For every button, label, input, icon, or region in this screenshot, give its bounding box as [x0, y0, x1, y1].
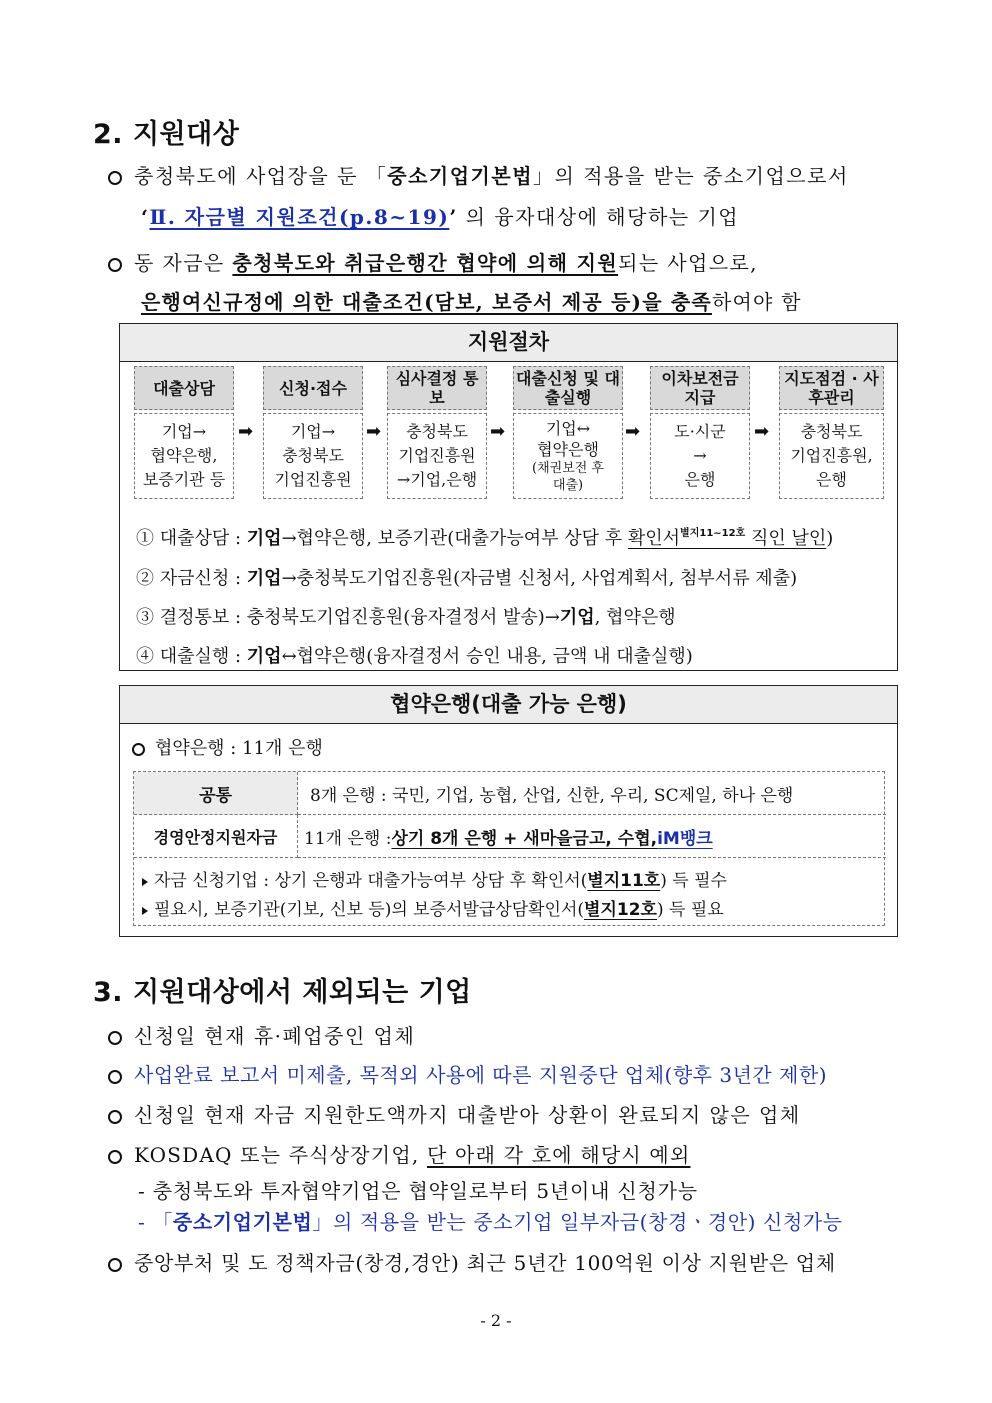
bullet-item-continued: [141, 201, 739, 230]
emphasis: 은행여신규정에 의한 대출조건(담보, 보증서 제공 등)을 충족: [141, 290, 712, 314]
step-desc: 기업→ 협약은행, 보증기관 등: [134, 413, 234, 499]
arrow-right-icon: ➡: [625, 421, 641, 442]
support-conditions-link[interactable]: Ⅱ. 자금별 지원조건(p.8~19): [149, 205, 450, 229]
circle-bullet-icon: [132, 743, 145, 756]
step-desc: 충청북도 기업진흥원, 은행: [779, 413, 884, 499]
law-name: 중소기업기본법: [387, 164, 534, 188]
triangle-bullet-icon: [142, 907, 148, 915]
text: 의 융자대상에 해당하는 기업: [457, 205, 740, 229]
quote-mark: ‘: [141, 205, 150, 229]
banks-table: [133, 771, 885, 926]
note-1: 자금 신청기업 : 상기 은행과 대출가능여부 상담 후 확인서(별지11호) 득 필수: [142, 866, 727, 891]
banks-summary: 협약은행 : 11개 은행: [132, 734, 323, 760]
exclusion-sub-item: - 충청북도와 투자협약기업은 협약일로부터 5년이내 신청가능: [138, 1179, 698, 1203]
step-desc: 도·시군 → 은행: [650, 413, 750, 499]
exclusion-item: 신청일 현재 자금 지원한도액까지 대출받아 상환이 완료되지 않은 업체: [108, 1099, 801, 1128]
note-2: 필요시, 보증기관(기보, 신보 등)의 보증서발급상담확인서(별지12호) 득 필요: [142, 895, 724, 920]
exclusion-item: KOSDAQ 또는 주식상장기업, 단 아래 각 호에 해당시 예외: [108, 1139, 690, 1168]
step-apply: [263, 366, 363, 499]
step-title: 이차보전금 지급: [650, 366, 750, 410]
partner-banks-box: [119, 685, 898, 937]
step-desc: 기업↔ 협약은행 (채권보전 후 대출): [513, 413, 623, 499]
step-review: [387, 366, 487, 499]
arrow-right-icon: ➡: [754, 421, 770, 442]
bullet-item: [108, 160, 849, 189]
step-interest: [650, 366, 750, 499]
procedure-item-4: ④ 대출실행 : 기업↔협약은행(융자결정서 승인 내용, 금액 내 대출실행): [136, 646, 693, 667]
arrow-right-icon: ➡: [238, 421, 254, 442]
bullet-item-continued: [141, 286, 802, 315]
arrow-right-icon: ➡: [366, 421, 382, 442]
bullet-item: [108, 247, 758, 276]
text: 동 자금은: [134, 251, 233, 275]
triangle-bullet-icon: [142, 878, 148, 886]
step-title: 지도점검 · 사후관리: [779, 366, 884, 410]
exclusion-item: 중앙부처 및 도 정책자금(창경,경안) 최근 5년간 100억원 이상 지원받은 업체: [108, 1247, 836, 1276]
circle-bullet-icon: [108, 258, 122, 272]
row-label-common: 공통: [134, 772, 298, 815]
text: 하여야 함: [711, 290, 802, 314]
text: 되는 사업으로,: [618, 251, 758, 275]
procedure-item-1: ① 대출상담 : 기업→협약은행, 보증기관(대출가능여부 상담 후 확인서$^{별지11\sim 12호}$ 직인 날인): [136, 528, 834, 549]
step-desc: 기업→ 충청북도 기업진흥원: [263, 413, 363, 499]
circle-bullet-icon: [108, 1031, 122, 1045]
circle-bullet-icon: [108, 1258, 122, 1272]
emphasis: 충청북도와 취급은행간 협약에 의해 지원: [232, 251, 619, 275]
section-2-title: 2. 지원대상: [93, 119, 240, 150]
row-label-management: 경영안정지원자금: [134, 815, 298, 858]
circle-bullet-icon: [108, 171, 122, 185]
text: 충청북도에 사업장을 둔 「: [134, 164, 388, 188]
text: 」의 적용을 받는 중소기업으로서: [533, 164, 849, 188]
circle-bullet-icon: [108, 1150, 122, 1164]
step-consult: [134, 366, 234, 499]
row-value-management: 11개 은행 : 상기 8개 은행 + 새마을금고, 수협, iM뱅크: [298, 815, 886, 858]
step-desc: 충청북도 기업진흥원 →기업,은행: [387, 413, 487, 499]
circle-bullet-icon: [108, 1110, 122, 1124]
step-followup: [779, 366, 884, 499]
procedure-title: 지원절차: [120, 324, 897, 362]
step-title: 대출상담: [134, 366, 234, 410]
row-value-common: 8개 은행 : 국민, 기업, 농협, 산업, 신한, 우리, SC제일, 하나 은행: [298, 772, 886, 815]
step-loan: [513, 366, 623, 499]
procedure-item-2: ② 자금신청 : 기업→충청북도기업진흥원(자금별 신청서, 사업계획서, 첨부서류 제출): [136, 568, 798, 589]
exclusion-item: 사업완료 보고서 미제출, 목적외 사용에 따른 지원중단 업체(향후 3년간 제한): [108, 1059, 827, 1088]
section-3-title: 3. 지원대상에서 제외되는 기업: [93, 977, 472, 1008]
step-title: 신청·접수: [263, 366, 363, 410]
partner-banks-title: 협약은행(대출 가능 은행): [120, 686, 897, 724]
exclusion-item: 신청일 현재 휴·폐업중인 업체: [108, 1020, 415, 1049]
circle-bullet-icon: [108, 1070, 122, 1084]
quote-mark: ’: [449, 205, 458, 229]
page-number: - 2 -: [480, 1311, 512, 1330]
arrow-right-icon: ➡: [490, 421, 506, 442]
procedure-box: [119, 323, 898, 671]
exclusion-sub-item: - 「중소기업기본법」의 적용을 받는 중소기업 일부자금(창경ㆍ경안) 신청가능: [138, 1210, 843, 1234]
procedure-item-3: ③ 결정통보 : 충청북도기업진흥원(융자결정서 발송)→기업, 협약은행: [136, 607, 676, 628]
step-title: 대출신청 및 대출실행: [513, 366, 623, 410]
step-title: 심사결정 통보: [387, 366, 487, 410]
